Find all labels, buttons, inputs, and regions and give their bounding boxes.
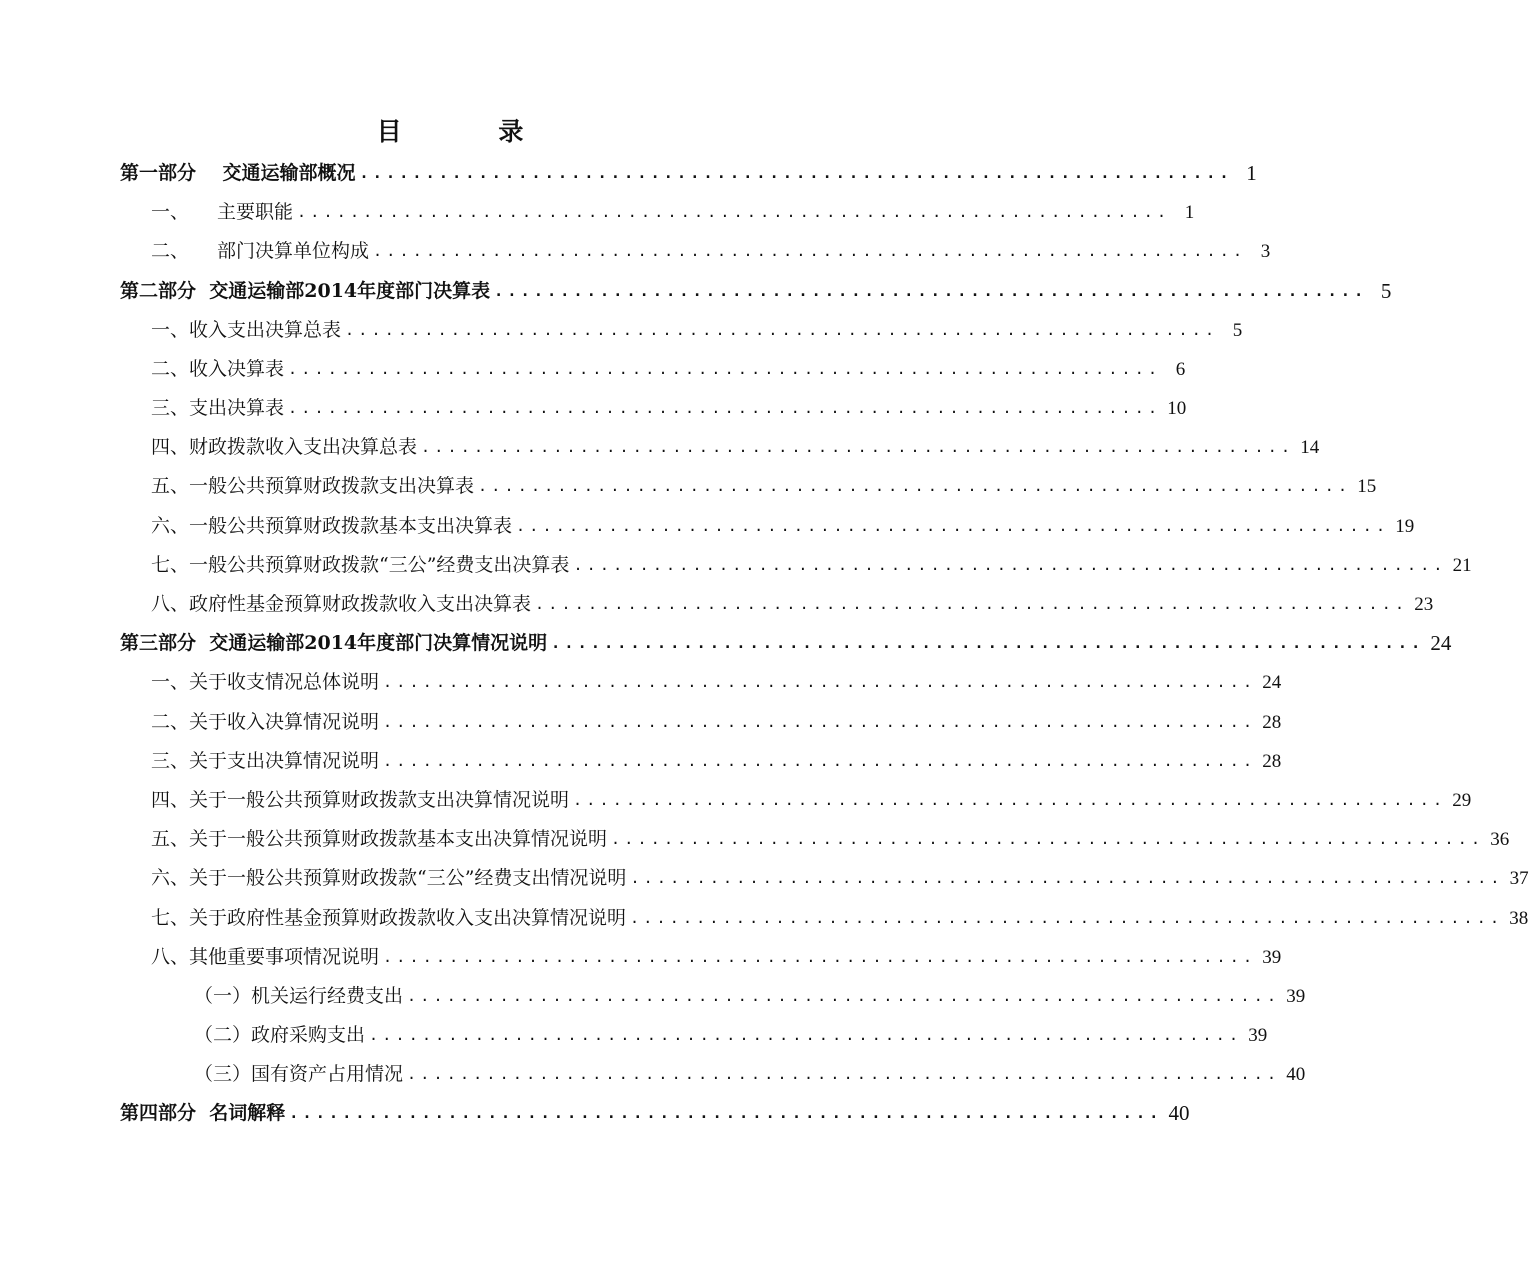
toc-page-number: 28 <box>1262 750 1282 772</box>
toc-entry[interactable] <box>120 742 1282 781</box>
toc-page-number: 39 <box>1248 1025 1268 1047</box>
toc-dot-leader: .................................................................. <box>516 516 1390 535</box>
toc-entry[interactable] <box>120 820 1510 859</box>
toc-dot-leader: .................................................................. <box>407 1065 1281 1084</box>
toc-entry[interactable] <box>120 311 1243 350</box>
toc-entry-part-4[interactable] <box>120 1095 1190 1134</box>
toc-entry-label: （二）政府采购支出 <box>194 1024 366 1047</box>
page-title: 目 录 <box>376 117 568 146</box>
toc-page-number: 5 <box>1380 278 1392 303</box>
toc-dot-leader: .................................................................. <box>297 203 1171 222</box>
toc-page-number: 23 <box>1414 594 1434 616</box>
toc-page-number: 19 <box>1395 515 1415 537</box>
toc-dot-leader: .................................................................. <box>535 595 1409 614</box>
toc-page-number: 1 <box>1184 202 1195 224</box>
toc-entry-label: 七、一般公共预算财政拨款“三公”经费支出决算表 <box>151 553 570 576</box>
toc-entry[interactable] <box>120 507 1415 546</box>
toc-page-number: 36 <box>1490 829 1510 851</box>
toc-entry-label: 一、 主要职能 <box>151 201 294 224</box>
toc-entry-unit-composition[interactable] <box>120 232 1271 271</box>
toc-entry[interactable] <box>120 1055 1306 1094</box>
toc-entry[interactable] <box>120 859 1529 898</box>
toc-dot-leader: .................................................................. <box>289 1104 1163 1123</box>
toc-dot-leader: .................................................................. <box>383 947 1257 966</box>
toc-entry-label: 二、收入决算表 <box>151 357 285 380</box>
toc-dot-leader: .................................................................. <box>383 712 1257 731</box>
toc-entry-label: 五、一般公共预算财政拨款支出决算表 <box>151 475 475 498</box>
toc-entry-label: 第三部分 交通运输部2014年度部门决算情况说明 <box>120 632 548 655</box>
toc-entry-label: 一、收入支出决算总表 <box>151 318 342 341</box>
toc-entry-label: 二、关于收入决算情况说明 <box>151 710 380 733</box>
toc-dot-leader: .................................................................. <box>573 555 1447 574</box>
toc-dot-leader: .................................................................. <box>373 242 1247 261</box>
toc-page-number: 40 <box>1168 1101 1190 1126</box>
toc-page-number: 3 <box>1260 241 1271 263</box>
toc-dot-leader: .................................................................. <box>288 359 1162 378</box>
toc-entry-label: 三、关于支出决算情况说明 <box>151 749 380 772</box>
toc-page-number: 24 <box>1430 631 1452 656</box>
toc-dot-leader: .................................................................. <box>369 1026 1243 1045</box>
toc-page-number: 40 <box>1286 1064 1306 1086</box>
toc-dot-leader: .................................................................. <box>383 673 1257 692</box>
toc-page-number: 10 <box>1167 398 1187 420</box>
toc-entry-label: 四、财政拨款收入支出决算总表 <box>151 436 418 459</box>
toc-page-number: 37 <box>1509 868 1529 890</box>
toc-dot-leader: .................................................................. <box>611 830 1485 849</box>
toc-page-number: 39 <box>1262 946 1282 968</box>
toc-entry-label: 一、关于收支情况总体说明 <box>151 671 380 694</box>
toc-entry-label: 八、政府性基金预算财政拨款收入支出决算表 <box>151 593 532 616</box>
toc-page-number: 6 <box>1175 358 1186 380</box>
toc-entry-label: 三、支出决算表 <box>151 397 285 420</box>
toc-entry-label: 六、关于一般公共预算财政拨款“三公”经费支出情况说明 <box>151 867 627 890</box>
toc-entry-label: 六、一般公共预算财政拨款基本支出决算表 <box>151 514 513 537</box>
toc-page-number: 29 <box>1452 789 1472 811</box>
toc-entry-label: 第二部分 交通运输部2014年度部门决算表 <box>120 279 491 302</box>
toc-entry-part-1[interactable] <box>120 154 1257 193</box>
toc-page-number: 21 <box>1452 554 1472 576</box>
toc-entry[interactable] <box>120 585 1434 624</box>
toc-entry-label: 第四部分 名词解释 <box>120 1102 286 1125</box>
toc-dot-leader: .................................................................. <box>494 281 1368 300</box>
toc-entry[interactable] <box>120 977 1306 1016</box>
toc-dot-leader: .................................................................. <box>630 869 1504 888</box>
toc-entry-label: （一）机关运行经费支出 <box>194 984 404 1007</box>
toc-entry-label: （三）国有资产占用情况 <box>194 1063 404 1086</box>
toc-entry[interactable] <box>120 350 1186 389</box>
toc-entry-label: 七、关于政府性基金预算财政拨款收入支出决算情况说明 <box>151 906 627 929</box>
toc-entry-label: 五、关于一般公共预算财政拨款基本支出决算情况说明 <box>151 828 608 851</box>
toc-page-number: 39 <box>1286 985 1306 1007</box>
toc-page-number: 5 <box>1232 319 1243 341</box>
toc-dot-leader: .................................................................. <box>630 908 1504 927</box>
toc-entry[interactable] <box>120 389 1187 428</box>
toc-page-number: 14 <box>1300 437 1320 459</box>
toc-dot-leader: .................................................................. <box>407 986 1281 1005</box>
toc-entry[interactable] <box>120 1016 1268 1055</box>
toc-entry[interactable] <box>120 546 1472 585</box>
toc-dot-leader: .................................................................. <box>573 790 1447 809</box>
toc-page-number: 38 <box>1509 907 1529 929</box>
toc-dot-leader: .................................................................. <box>288 399 1162 418</box>
toc-dot-leader: .................................................................. <box>383 751 1257 770</box>
toc-entry-part-2[interactable] <box>120 272 1392 311</box>
toc-entry-main-functions[interactable] <box>120 193 1195 232</box>
toc-dot-leader: .................................................................. <box>478 477 1352 496</box>
toc-page-number: 1 <box>1246 160 1257 185</box>
toc-page-number: 24 <box>1262 672 1282 694</box>
toc-dot-leader: .................................................................. <box>421 438 1295 457</box>
toc-entry[interactable] <box>120 938 1282 977</box>
toc-entry[interactable] <box>120 781 1472 820</box>
toc-entry-part-3[interactable] <box>120 624 1452 663</box>
toc-entry[interactable] <box>120 428 1320 467</box>
toc-entry[interactable] <box>120 899 1529 938</box>
toc-page-number: 28 <box>1262 711 1282 733</box>
toc-dot-leader: .................................................................. <box>551 634 1425 653</box>
toc-entry-label: 四、关于一般公共预算财政拨款支出决算情况说明 <box>151 788 570 811</box>
toc-page-number: 15 <box>1357 476 1377 498</box>
toc-entry-label: 第一部分 交通运输部概况 <box>120 161 356 184</box>
toc-entry-label: 二、 部门决算单位构成 <box>151 240 370 263</box>
toc-dot-leader: .................................................................. <box>359 163 1233 182</box>
table-of-contents <box>120 154 1529 1134</box>
toc-entry[interactable] <box>120 703 1282 742</box>
toc-entry[interactable] <box>120 468 1377 507</box>
toc-dot-leader: .................................................................. <box>345 320 1219 339</box>
toc-entry[interactable] <box>120 663 1282 702</box>
toc-entry-label: 八、其他重要事项情况说明 <box>151 945 380 968</box>
